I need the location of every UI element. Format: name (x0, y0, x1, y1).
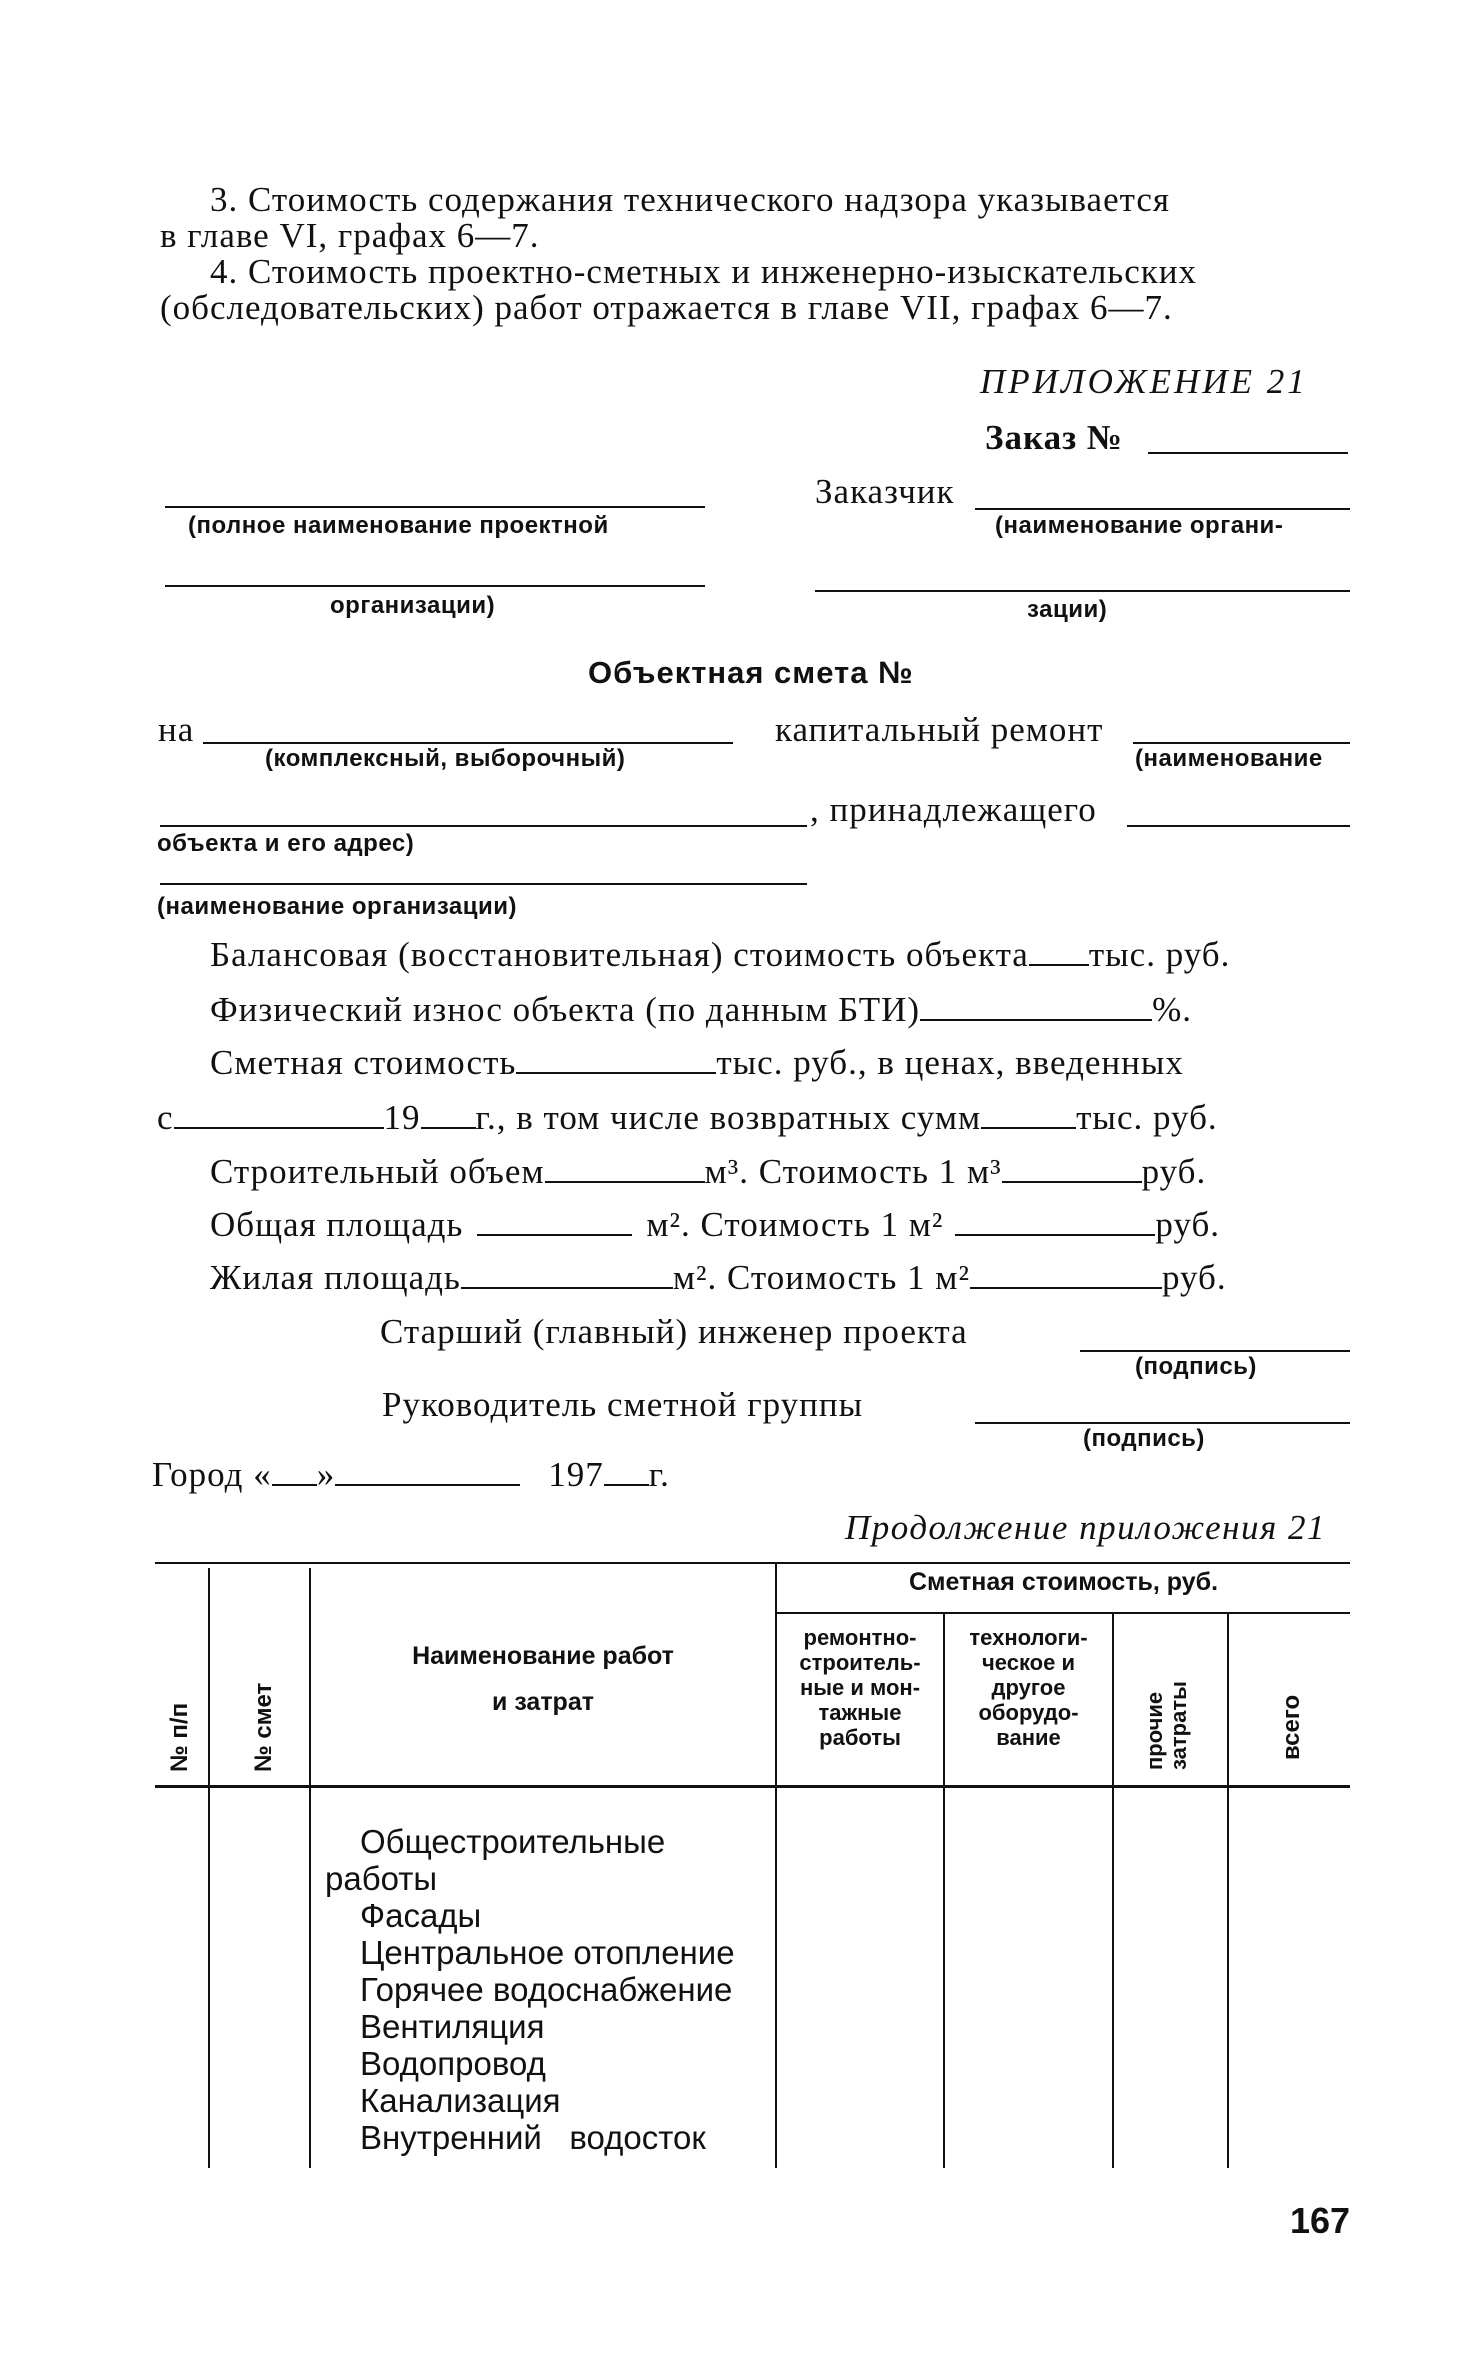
org-caption-left-2: организации) (330, 592, 496, 619)
para3-line2: в главе VI, графах 6—7. (160, 216, 540, 255)
row-facades: Фасады (360, 1897, 482, 1934)
row-general-construction: Общестроительные (360, 1823, 666, 1860)
customer-org-blank-2 (815, 590, 1350, 592)
capital-repair-blank (1133, 742, 1350, 744)
signature-caption-1: (подпись) (1135, 1353, 1257, 1380)
on-label: на (158, 710, 195, 749)
repair-type-blank (203, 742, 733, 744)
row-water-supply: Водопровод (360, 2045, 546, 2082)
appendix-title: ПРИЛОЖЕНИЕ 21 (980, 362, 1308, 401)
object-blank (160, 825, 807, 827)
group-header: Сметная стоимость, руб. (908, 1568, 1219, 1596)
para4-line2: (обследовательских) работ отражается в главе VII, графах 6—7. (160, 288, 1173, 327)
col-repair-header: ремонтно- строитель- ные и мон- тажные работы (799, 1625, 921, 1750)
col-estimate-header: № смет (250, 1682, 277, 1772)
para3-line1: 3. Стоимость содержания технического надзора указывается (210, 180, 1170, 219)
wear-line: Физический износ объекта (по данным БТИ) %. (210, 990, 1192, 1029)
col-num-header: № п/п (166, 1702, 193, 1772)
group-head-blank (975, 1422, 1350, 1424)
row-internal-drain: Внутренний водосток (360, 2119, 706, 2156)
chief-engineer-label: Старший (главный) инженер проекта (380, 1312, 968, 1351)
row-sewerage: Канализация (360, 2082, 561, 2119)
caption-object: объекта и его адрес) (157, 830, 415, 857)
caption-complex: (комплексный, выборочный) (265, 745, 626, 772)
col-other-header: прочие затраты (1142, 1681, 1191, 1770)
total-area-line: Общая площадь м². Стоимость 1 м² руб. (210, 1205, 1221, 1244)
order-label: Заказ № (985, 418, 1124, 457)
order-blank (1148, 452, 1348, 454)
continuation-title: Продолжение приложения 21 (845, 1508, 1327, 1547)
page-number: 167 (1290, 2200, 1351, 2241)
col-equipment-header: технологи- ческое и другое оборудо- вание (969, 1625, 1088, 1750)
row-ventilation: Вентиляция (360, 2008, 545, 2045)
since-line: с 19 г., в том числе возвратных сумм тыс. руб. (157, 1098, 1218, 1137)
row-central-heating: Центральное отопление (360, 1934, 735, 1971)
col-name-header: Наименование работ и затрат (412, 1642, 674, 1716)
belonging-blank (1127, 825, 1350, 827)
estimate-title: Объектная смета № (588, 655, 914, 690)
volume-line: Строительный объем м³. Стоимость 1 м³ руб. (210, 1152, 1207, 1191)
chief-engineer-blank (1080, 1350, 1350, 1352)
caption-name: (наименование (1135, 745, 1323, 772)
capital-repair-label: капитальный ремонт (775, 710, 1104, 749)
caption-orgname: (наименование организации) (157, 893, 518, 920)
signature-caption-2: (подпись) (1083, 1425, 1205, 1452)
org-caption-right-1: (наименование органи- (995, 512, 1284, 539)
cost-line: Сметная стоимость тыс. руб., в ценах, введенных (210, 1043, 1184, 1082)
org-caption-left-1: (полное наименование проектной (188, 512, 609, 539)
para4-line1: 4. Стоимость проектно-сметных и инженерно-изыскательских (210, 252, 1198, 291)
city-line: Город « » 197 г. (152, 1455, 670, 1494)
living-area-line: Жилая площадь м². Стоимость 1 м² руб. (210, 1258, 1227, 1297)
org-caption-right-2: зации) (1027, 596, 1108, 623)
customer-blank (975, 508, 1350, 510)
col-total-header: всего (1278, 1694, 1305, 1760)
row-hot-water: Горячее водоснабжение (360, 1971, 733, 2008)
customer-label: Заказчик (815, 472, 955, 511)
project-org-blank-1 (165, 506, 705, 508)
row-works: работы (325, 1860, 438, 1897)
project-org-blank-2 (165, 585, 705, 587)
org-name-blank (160, 883, 807, 885)
belonging-label: , принадлежащего (810, 790, 1097, 829)
group-head-label: Руководитель сметной группы (382, 1385, 864, 1424)
balance-line: Балансовая (восстановительная) стоимость объекта тыс. руб. (210, 935, 1231, 974)
